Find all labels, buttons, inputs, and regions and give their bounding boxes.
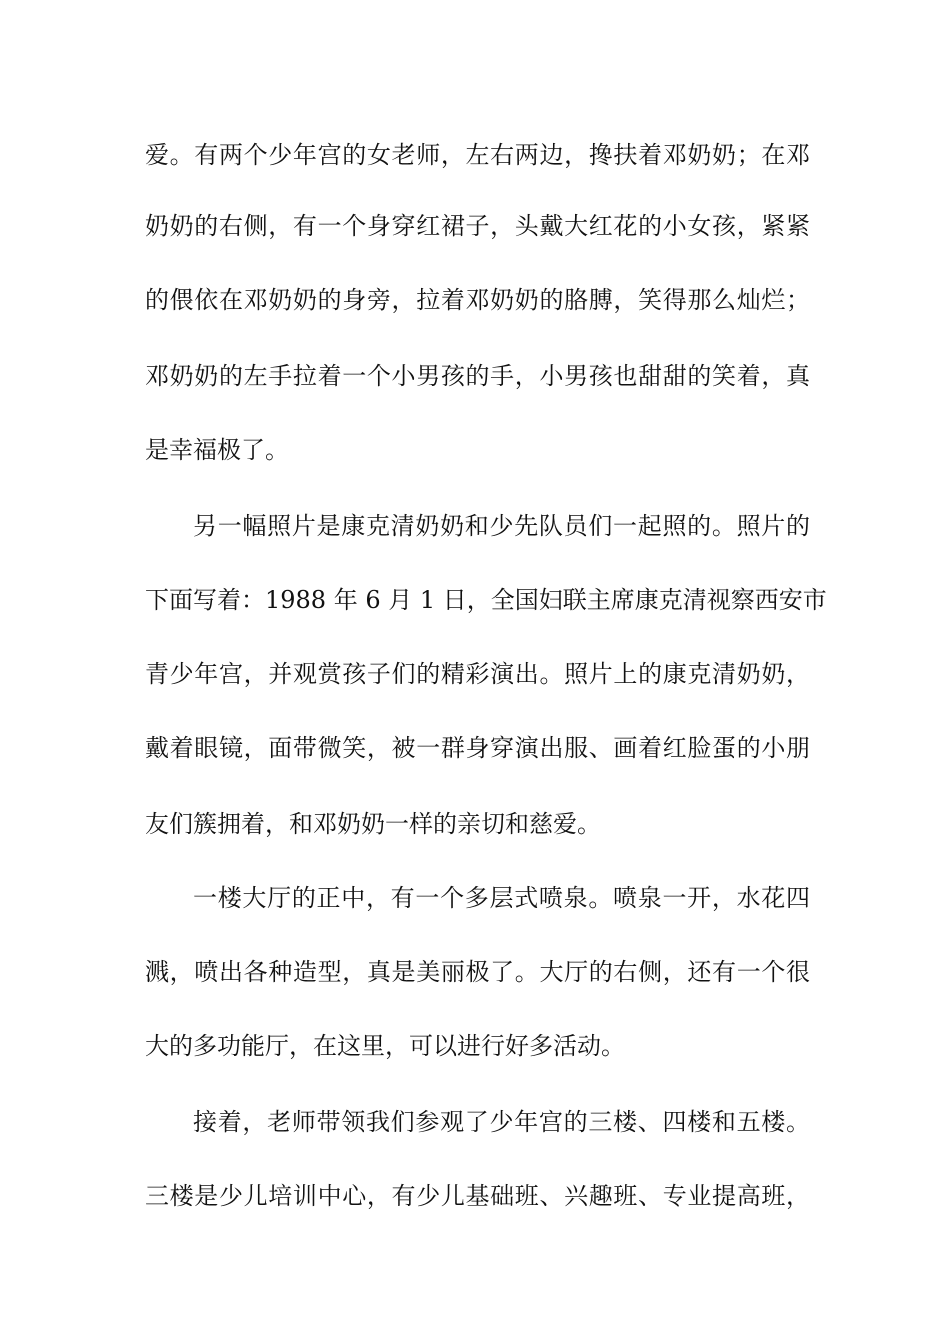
text-line: 大的多功能厅，在这里，可以进行好多活动。 [145, 1032, 625, 1060]
text-line: 是幸福极了。 [145, 436, 289, 464]
text-line: 友们簇拥着，和邓奶奶一样的亲切和慈爱。 [145, 810, 601, 838]
paragraph-first-line: 另一幅照片是康克清奶奶和少先队员们一起照的。照片的 [193, 512, 810, 540]
text-line: 三楼是少儿培训中心，有少儿基础班、兴趣班、专业提高班， [145, 1182, 810, 1210]
text-line: 戴着眼镜，面带微笑，被一群身穿演出服、画着红脸蛋的小朋 [145, 734, 810, 762]
paragraph-first-line: 一楼大厅的正中，有一个多层式喷泉。喷泉一开，水花四 [193, 884, 810, 912]
text-line: 青少年宫，并观赏孩子们的精彩演出。照片上的康克清奶奶， [145, 660, 810, 688]
text-line: 溅，喷出各种造型，真是美丽极了。大厅的右侧，还有一个很 [145, 958, 810, 986]
text-line: 邓奶奶的左手拉着一个小男孩的手，小男孩也甜甜的笑着，真 [145, 362, 810, 390]
text-line: 的偎依在邓奶奶的身旁，拉着邓奶奶的胳膊，笑得那么灿烂； [145, 286, 810, 314]
paragraph-first-line: 接着，老师带领我们参观了少年宫的三楼、四楼和五楼。 [193, 1108, 810, 1136]
text-line: 奶奶的右侧，有一个身穿红裙子，头戴大红花的小女孩，紧紧 [145, 212, 810, 240]
text-line: 下面写着：1988 年 6 月 1 日，全国妇联主席康克清视察西安市 [145, 586, 827, 614]
text-line: 爱。有两个少年宫的女老师，左右两边，搀扶着邓奶奶；在邓 [145, 141, 810, 169]
